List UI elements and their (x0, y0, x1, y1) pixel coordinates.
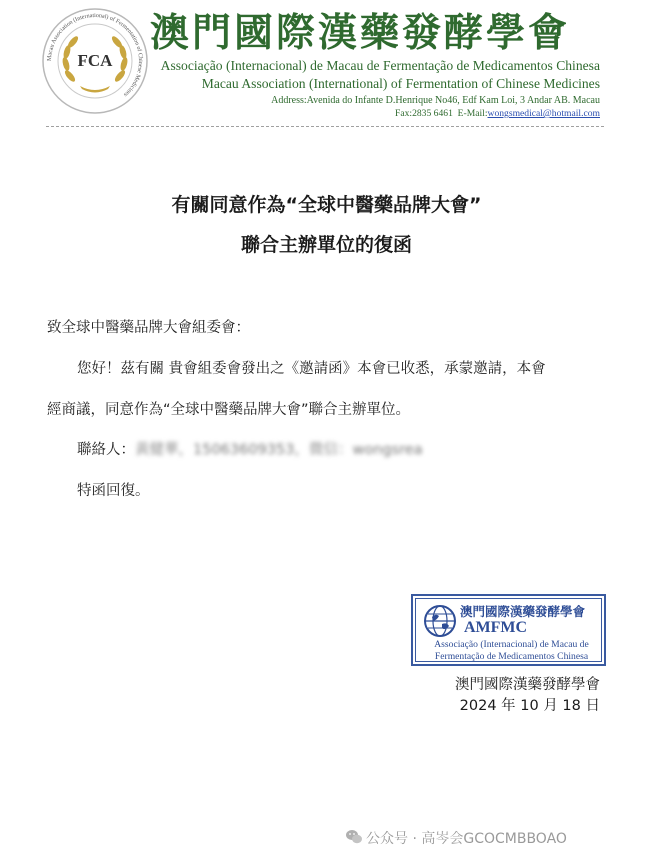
document-title-line1: 有關同意作為“全球中醫藥品牌大會” (171, 194, 482, 216)
contact-line (77, 438, 423, 459)
letterhead-divider (46, 126, 604, 127)
email-link[interactable]: wongsmedical@hotmail.com (487, 108, 600, 119)
fax-email-line (150, 108, 600, 119)
watermark: 公众号 · 高岑会GCOCMBBOAO (366, 831, 567, 847)
org-name-zh: 澳門國際漢藥發酵學會 (150, 10, 571, 56)
organization-stamp (411, 594, 606, 666)
org-name-pt: Associação (Internacional) de Macau de Fermentação de Medicamentos Chinesa (160, 58, 600, 73)
logo-ring-text: Macau Association (International) of Fermentation of Chinese Medicines (46, 12, 144, 98)
email-label: E-Mail: (457, 108, 488, 119)
fax: Fax:2835 6461 (395, 108, 453, 119)
address: Address:Avenida do Infante D.Henrique No46, Edf Kam Loi, 3 Andar AB. Macau (271, 95, 600, 106)
org-name-en: Macau Association (International) of Fermentation of Chinese Medicines (201, 76, 600, 91)
logo-text: FCA (77, 51, 113, 70)
globe-icon (423, 604, 457, 638)
stamp-inner-border (415, 598, 602, 662)
wechat-icon (345, 828, 363, 846)
closing: 特函回復。 (77, 483, 150, 499)
contact-redacted: 黃健華，15063609353，微信：wongsrea (135, 442, 423, 458)
fca-logo (40, 6, 150, 116)
document-title-line2: 聯合主辦單位的復函 (240, 234, 412, 256)
paragraph-line2: 經商議，同意作為“全球中醫藥品牌大會”聯合主辦單位。 (47, 402, 411, 418)
signature-date: 2024 年 10 月 18 日 (459, 698, 600, 714)
salutation: 致全球中醫藥品牌大會組委會： (47, 320, 250, 336)
stamp-name-pt-line2: Fermentação de Medicamentos Chinesa (434, 651, 589, 662)
stamp-abbreviation: AMFMC (464, 619, 528, 636)
stamp-name-zh: 澳門國際漢藥發酵學會 (460, 604, 586, 619)
stamp-name-pt-line1: Associação (Internacional) de Macau de (434, 639, 589, 650)
paragraph-line1: 您好！茲有關 貴會組委會發出之《邀請函》本會已收悉，承蒙邀請，本會 (77, 361, 546, 377)
signature-org: 澳門國際漢藥發酵學會 (455, 677, 600, 693)
contact-label: 聯絡人： (77, 442, 135, 458)
